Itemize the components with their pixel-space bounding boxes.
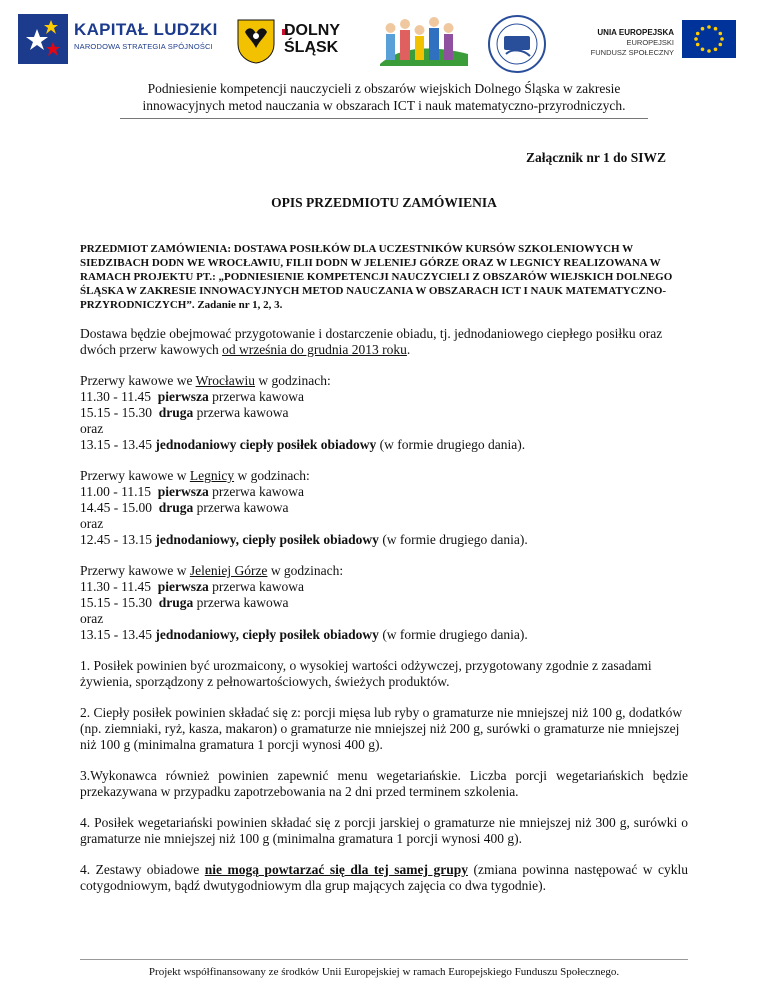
schedule-prefix: Przerwy kawowe (80, 563, 174, 578)
dolny-slask-crest-icon (236, 18, 276, 69)
header-divider (120, 118, 648, 119)
footer-text: Projekt współfinansowany ze środków Unii Europejskiej w ramach Europejskiego Funduszu Społecznego. (148, 966, 620, 978)
teachers-figures-logo-icon (378, 14, 470, 73)
point-3: 3.Wykonawca również powinien zapewnić menu wegetariańskie. Liczba porcji wegetariańskich będzie przekazywana w przypadku zapotrzebowania na 2 dni przed terminem szkolenia. (80, 768, 688, 799)
dolny-slask-line2: ŚLĄSK (284, 39, 339, 56)
schedule-prefix: Przerwy kawowe (80, 373, 174, 388)
coffee-break-label: przerwa kawowa (196, 595, 289, 610)
intro-period: od września do grudnia 2013 roku (222, 342, 407, 357)
order-subject: PRZEDMIOT ZAMÓWIENIA: DOSTAWA POSIŁKÓW DLA UCZESTNIKÓW KURSÓW SZKOLENIOWYCH W SIEDZIBACH DODN WE WROCŁAWIU, FILII DODN W JELENIEJ GÓRZE ORAZ W LEGNICY REALIZOWANA W RAMACH PROJEKTU PT.: „PODNIESIENIE KOMPETENCJI NAUCZYCIELI Z OBSZARÓW WIEJSKICH DOLNEGO ŚLĄSKA W ZAKRESIE INNOWACYJNYCH METOD NAUCZANIA W OBSZARACH ICT I NAUK MATEMATYCZNO-PRZYRODNICZYCH”. Zadanie nr 1, 2, 3. (80, 243, 673, 311)
schedule-wroclaw (80, 373, 688, 453)
intro-text: Dostawa będzie obejmować przygotowanie i dostarczenie obiadu, tj. jednodaniowego ciepłego posiłku oraz dwóch przerw kawowych (80, 326, 663, 357)
meal-label: jednodaniowy, ciepły posiłek obiadowy (155, 627, 379, 642)
meal-time: 12.45 - 13.15 (80, 532, 152, 547)
meal-note: (w formie drugiego dania). (382, 532, 528, 547)
break2-label: druga (158, 595, 194, 610)
coffee-break-label: przerwa kawowa (212, 484, 304, 499)
meal-label: jednodaniowy, ciepły posiłek obiadowy (155, 532, 379, 547)
ue-line2: EUROPEJSKI (626, 38, 674, 47)
document-body (80, 242, 688, 909)
point-4: 4. Posiłek wegetariański powinien składać się z porcji jarskiej o gramaturze nie mniejszej niż 300 g, surówki o gramaturze nie mniejszej niż 100 g (minimalna gramatura 1 porcji wynosi 400 g). (80, 815, 688, 846)
ue-line3: FUNDUSZ SPOŁECZNY (590, 48, 674, 57)
document-title: OPIS PRZEDMIOTU ZAMÓWIENIA (271, 195, 497, 210)
break2-time: 15.15 - 15.30 (80, 405, 152, 420)
break1-time: 11.00 - 11.15 (80, 484, 151, 499)
break1-time: 11.30 - 11.45 (80, 389, 151, 404)
coffee-break-label: przerwa kawowa (196, 500, 289, 515)
point-5-emphasis: nie mogą powtarzać się dla tej samej grupy (204, 862, 468, 877)
break2-time: 14.45 - 15.00 (80, 500, 152, 515)
schedule-hours-label: w godzinach: (258, 373, 331, 388)
project-line-1: Podniesienie kompetencji nauczycieli z obszarów wiejskich Dolnego Śląska w zakresie (147, 81, 621, 96)
annex-label: Załącznik nr 1 do SIWZ (525, 150, 666, 165)
point-5 (80, 862, 688, 894)
point-1: 1. Posiłek powinien być urozmaicony, o wysokiej wartości odżywczej, przygotowany zgodnie z zasadami żywienia, sporządzony z pełnowartościowych, świeżych produktów. (80, 658, 652, 689)
kapital-ludzki-stars-icon (18, 14, 68, 64)
schedule-legnica (80, 468, 688, 548)
intro-paragraph (80, 326, 688, 358)
kapital-ludzki-subtitle: NARODOWA STRATEGIA SPÓJNOŚCI (74, 42, 213, 51)
project-line-2: innowacyjnych metod nauczania w obszarach ICT i nauk matematyczno-przyrodniczych. (142, 98, 626, 113)
coffee-break-label: przerwa kawowa (196, 405, 289, 420)
schedule-city: Jeleniej Górze (189, 563, 268, 578)
point-5-end: (zmiana powinna następować w cyklu cotygodniowym, bądź dwutygodniowym dla grup mających zajęcia co dwa tygodnie). (80, 862, 688, 893)
schedule-hours-label: w godzinach: (237, 468, 310, 483)
schedule-jelenia-gora (80, 563, 688, 643)
dodn-seal-icon (480, 14, 554, 79)
point-5-start: 4. Zestawy obiadowe (80, 862, 205, 877)
meal-time: 13.15 - 13.45 (80, 437, 152, 452)
dolny-slask-line1: DOLNY (284, 22, 340, 39)
meal-note: (w formie drugiego dania). (382, 627, 528, 642)
meal-label: jednodaniowy ciepły posiłek obiadowy (155, 437, 377, 452)
project-header (0, 80, 768, 114)
meal-note: (w formie drugiego dania). (379, 437, 526, 452)
eu-flag-icon (682, 20, 736, 63)
schedule-city: Legnicy (189, 468, 235, 483)
break1-time: 11.30 - 11.45 (80, 579, 151, 594)
schedule-prep: we (176, 373, 193, 388)
footer-divider (80, 959, 688, 960)
kapital-ludzki-logo (18, 14, 68, 64)
oraz-label: oraz (80, 421, 104, 436)
schedule-prep: w (176, 563, 187, 578)
oraz-label: oraz (80, 516, 104, 531)
schedule-prep: w (176, 468, 187, 483)
schedule-hours-label: w godzinach: (270, 563, 344, 578)
ue-efs-text (590, 28, 674, 58)
schedule-city: Wrocławiu (195, 373, 256, 388)
oraz-label: oraz (80, 611, 104, 626)
break1-label: pierwsza (157, 484, 209, 499)
point-2: 2. Ciepły posiłek powinien składać się z: porcji mięsa lub ryby o gramaturze nie mniejszej niż 100 g, dodatków (np. ziemniaki, ryż, kasza, makaron) o gramaturze nie mniejszej niż 200 g, surówki o gramaturze nie mniejszej niż 100 g (minimalna gramatura 1 porcji wynosi 400 g). (80, 705, 683, 752)
break2-label: druga (158, 405, 194, 420)
dolny-slask-logo-text (284, 22, 340, 56)
coffee-break-label: przerwa kawowa (212, 579, 304, 594)
intro-end: . (406, 342, 411, 357)
header-logos (0, 14, 768, 74)
break1-label: pierwsza (157, 579, 209, 594)
break2-label: druga (158, 500, 194, 515)
meal-time: 13.15 - 13.45 (80, 627, 152, 642)
ue-line1: UNIA EUROPEJSKA (597, 28, 674, 37)
break2-time: 15.15 - 15.30 (80, 595, 152, 610)
break1-label: pierwsza (157, 389, 209, 404)
schedule-prefix: Przerwy kawowe (80, 468, 174, 483)
kapital-ludzki-title: KAPITAŁ LUDZKI (74, 20, 218, 39)
coffee-break-label: przerwa kawowa (212, 389, 304, 404)
